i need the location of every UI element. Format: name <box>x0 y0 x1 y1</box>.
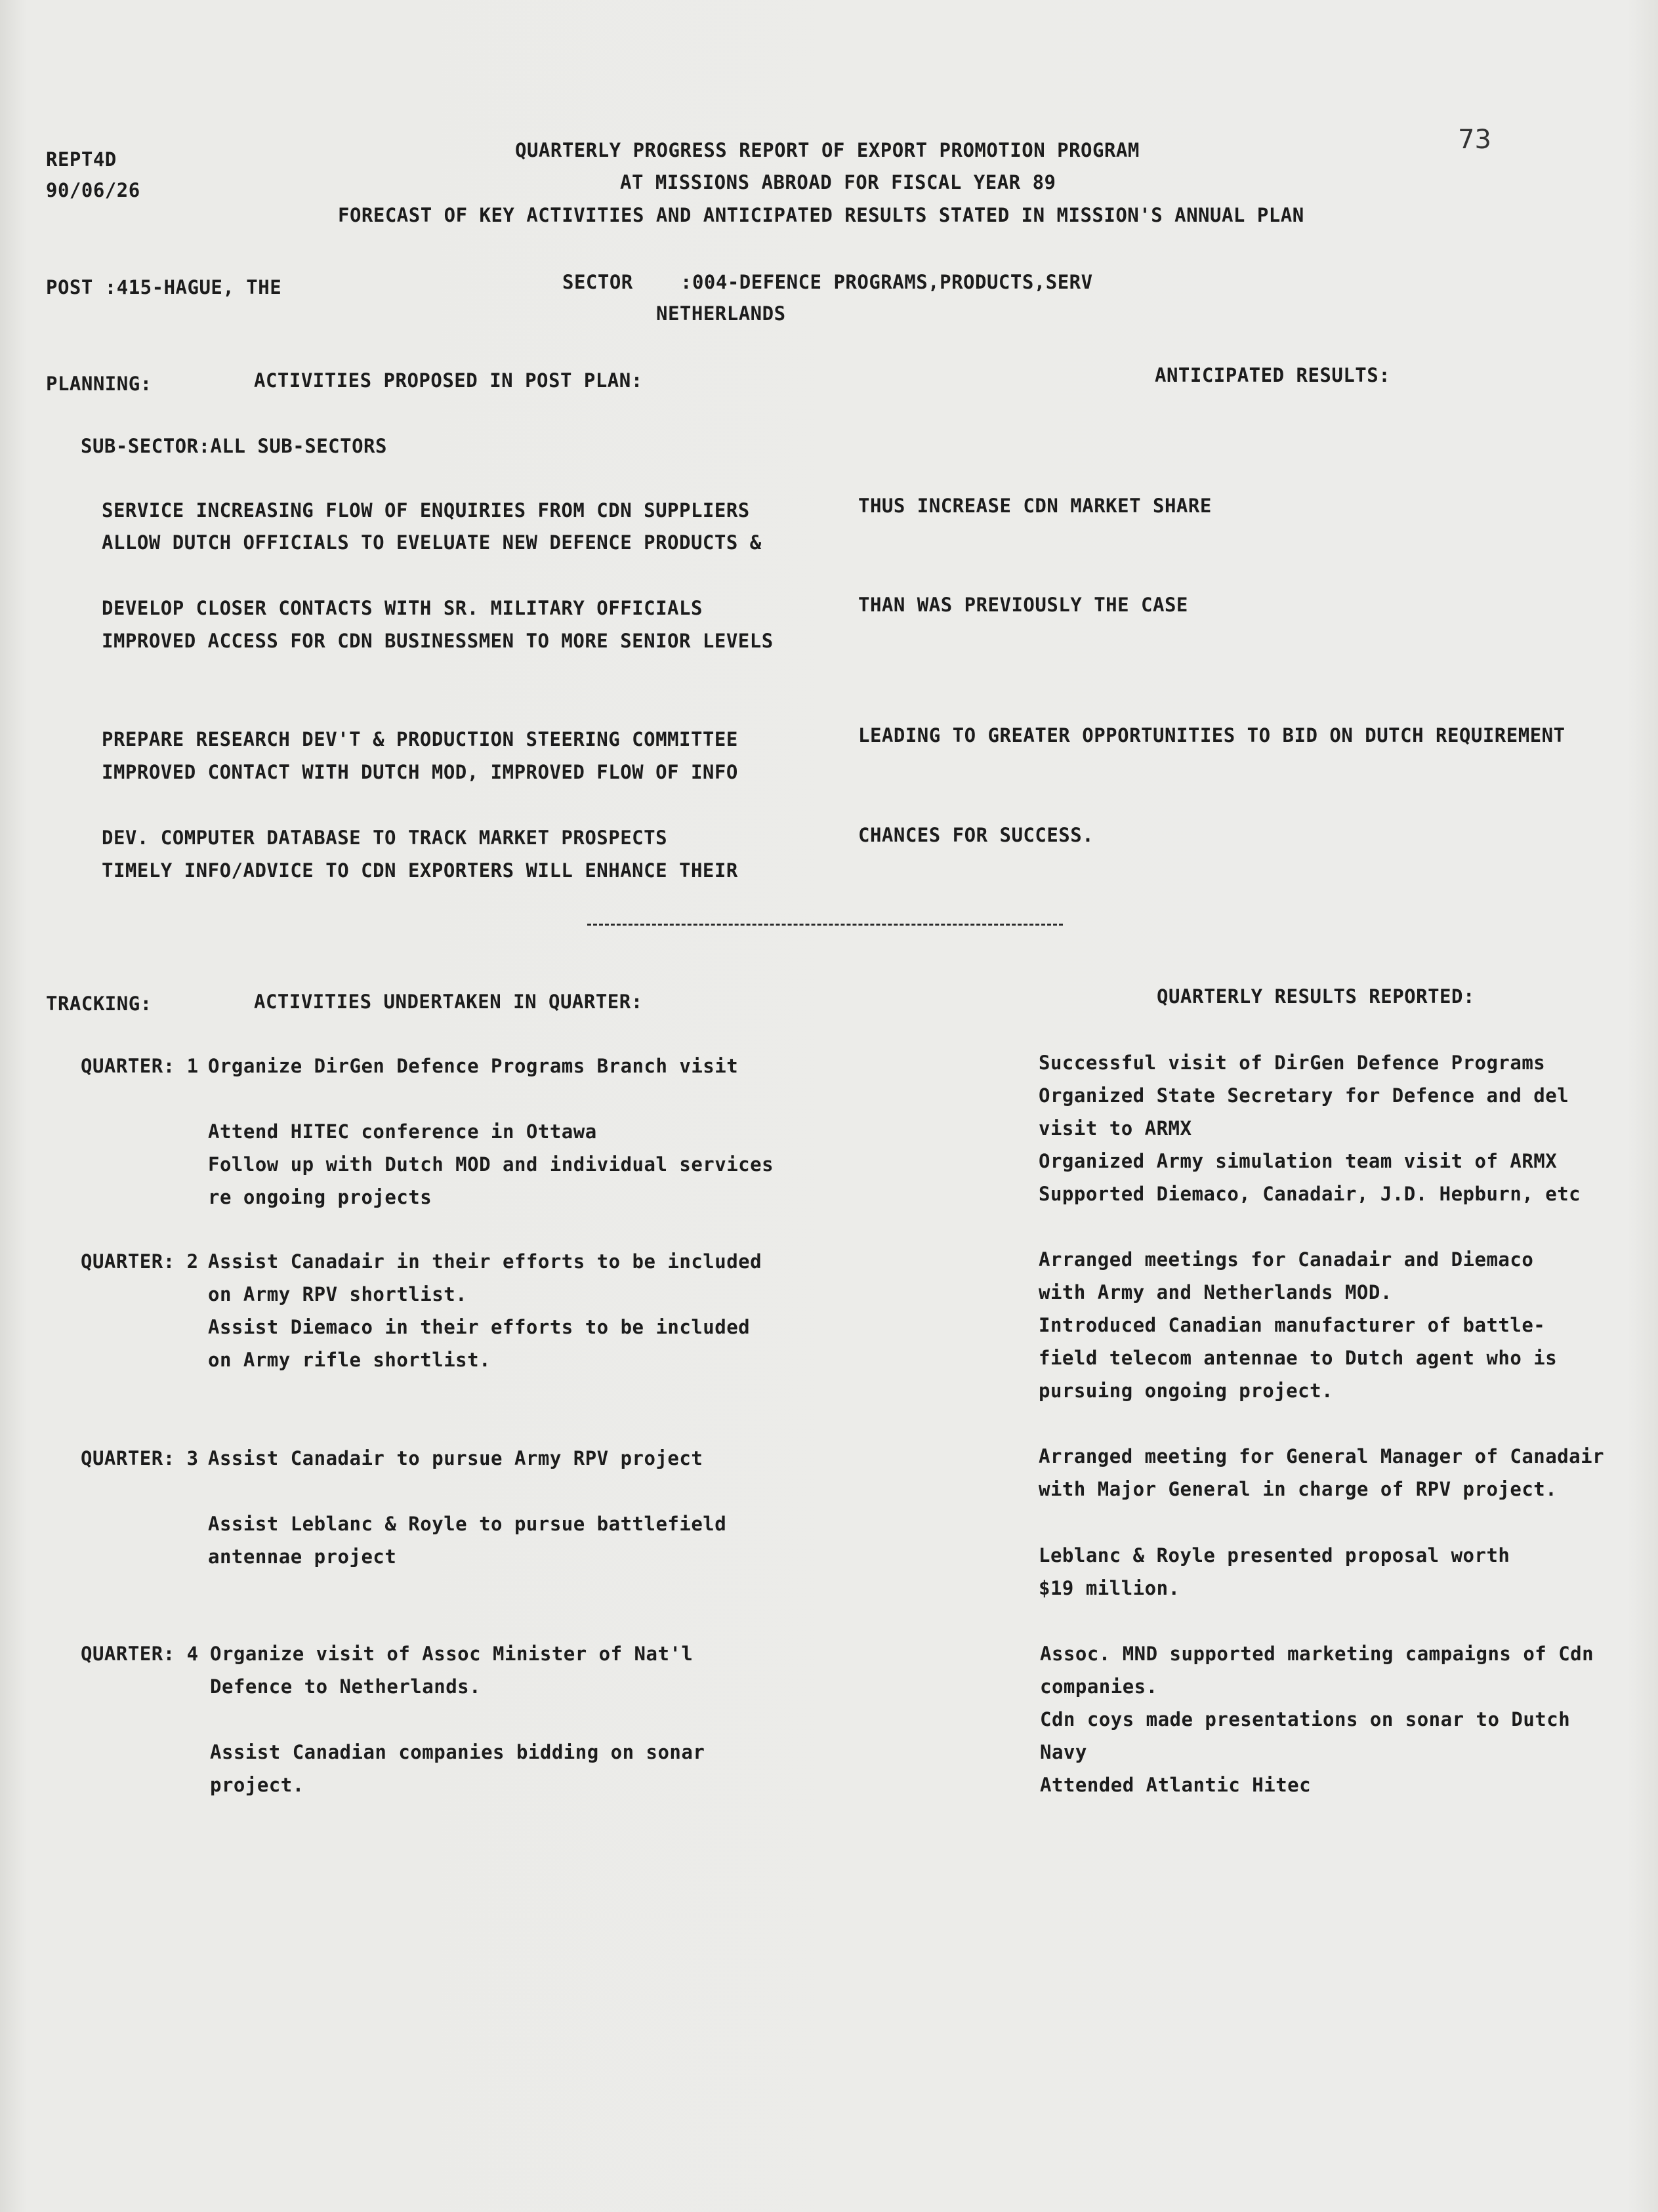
quarter-label: QUARTER: 2 <box>81 1250 199 1273</box>
title-line-3: FORECAST OF KEY ACTIVITIES AND ANTICIPATED RESULTS STATED IN MISSION'S ANNUAL PLAN <box>338 204 1304 226</box>
planning-item-line: ALLOW DUTCH OFFICIALS TO EVELUATE NEW DEFENCE PRODUCTS & <box>102 531 762 554</box>
quarter-result: Arranged meetings for Canadair and Diemaco <box>1039 1248 1534 1271</box>
planning-item-line: IMPROVED ACCESS FOR CDN BUSINESSMEN TO MORE SENIOR LEVELS <box>102 630 774 652</box>
quarter-result: Arranged meeting for General Manager of Canadair <box>1039 1445 1605 1467</box>
title-line-1: QUARTERLY PROGRESS REPORT OF EXPORT PROMOTION PROGRAM <box>515 139 1140 161</box>
planning-item-result: CHANCES FOR SUCCESS. <box>858 824 1094 846</box>
sector-label: SECTOR <box>562 271 633 293</box>
quarter-activity: Assist Canadair to pursue Army RPV project <box>208 1447 703 1469</box>
title-line-2: AT MISSIONS ABROAD FOR FISCAL YEAR 89 <box>620 171 1056 194</box>
quarter-activity: Defence to Netherlands. <box>210 1675 482 1698</box>
planning-item-result: THAN WAS PREVIOUSLY THE CASE <box>858 594 1188 616</box>
quarter-activity: Assist Canadian companies bidding on sonar <box>210 1741 705 1763</box>
quarter-label: QUARTER: 1 <box>81 1055 199 1077</box>
quarter-result: Supported Diemaco, Canadair, J.D. Hepburn, etc <box>1039 1183 1581 1205</box>
report-id: REPT4D <box>46 148 117 171</box>
quarter-activity: antennae project <box>208 1546 397 1568</box>
quarter-result: Attended Atlantic Hitec <box>1040 1774 1312 1796</box>
quarter-result: Leblanc & Royle presented proposal worth <box>1039 1544 1510 1567</box>
tracking-activities-heading: ACTIVITIES UNDERTAKEN IN QUARTER: <box>254 991 643 1013</box>
planning-item-line: SERVICE INCREASING FLOW OF ENQUIRIES FROM CDN SUPPLIERS <box>102 499 750 522</box>
sector-value-2: NETHERLANDS <box>656 302 786 325</box>
quarter-result: visit to ARMX <box>1039 1117 1192 1139</box>
page-number: 73 <box>1458 125 1491 155</box>
planning-results-heading: ANTICIPATED RESULTS: <box>1155 364 1391 386</box>
quarter-activity: Attend HITEC conference in Ottawa <box>208 1120 597 1143</box>
post-label: POST :415-HAGUE, THE <box>46 276 282 298</box>
quarter-activity: Assist Diemaco in their efforts to be included <box>208 1316 751 1338</box>
subsector-label: SUB-SECTOR:ALL SUB-SECTORS <box>81 435 387 457</box>
quarter-activity: on Army RPV shortlist. <box>208 1283 468 1305</box>
quarter-result: Introduced Canadian manufacturer of battle- <box>1039 1314 1546 1336</box>
report-date: 90/06/26 <box>46 179 140 201</box>
planning-item-line: IMPROVED CONTACT WITH DUTCH MOD, IMPROVED FLOW OF INFO <box>102 761 738 783</box>
quarter-result: Organized State Secretary for Defence and del <box>1039 1084 1569 1107</box>
quarter-result: $19 million. <box>1039 1577 1180 1599</box>
quarter-result: with Army and Netherlands MOD. <box>1039 1281 1392 1303</box>
planning-item-line: DEV. COMPUTER DATABASE TO TRACK MARKET PROSPECTS <box>102 827 668 849</box>
quarter-activity: Organize visit of Assoc Minister of Nat'l <box>210 1643 694 1665</box>
quarter-result: Organized Army simulation team visit of ARMX <box>1039 1150 1558 1172</box>
quarter-activity: Assist Canadair in their efforts to be included <box>208 1250 762 1273</box>
quarter-activity: Assist Leblanc & Royle to pursue battlefield <box>208 1513 727 1535</box>
planning-item-result: THUS INCREASE CDN MARKET SHARE <box>858 495 1212 517</box>
planning-label: PLANNING: <box>46 373 152 395</box>
quarter-activity: project. <box>210 1774 304 1796</box>
quarter-result: Cdn coys made presentations on sonar to Dutch <box>1040 1708 1571 1731</box>
planning-item-line: PREPARE RESEARCH DEV'T & PRODUCTION STEERING COMMITTEE <box>102 728 738 750</box>
quarter-label: QUARTER: 3 <box>81 1447 199 1469</box>
quarter-result: with Major General in charge of RPV project. <box>1039 1478 1558 1500</box>
quarter-result: Navy <box>1040 1741 1087 1763</box>
planning-activities-heading: ACTIVITIES PROPOSED IN POST PLAN: <box>254 369 643 392</box>
quarter-label: QUARTER: 4 <box>81 1643 199 1665</box>
planning-item-line: TIMELY INFO/ADVICE TO CDN EXPORTERS WILL ENHANCE THEIR <box>102 859 738 882</box>
quarter-activity: re ongoing projects <box>208 1186 432 1208</box>
sector-value: :004-DEFENCE PROGRAMS,PRODUCTS,SERV <box>680 271 1093 293</box>
section-divider <box>587 924 1063 926</box>
tracking-results-heading: QUARTERLY RESULTS REPORTED: <box>1157 985 1475 1008</box>
planning-item-line: DEVELOP CLOSER CONTACTS WITH SR. MILITARY OFFICIALS <box>102 597 703 619</box>
quarter-result: Successful visit of DirGen Defence Programs <box>1039 1052 1546 1074</box>
quarter-result: Assoc. MND supported marketing campaigns of Cdn <box>1040 1643 1594 1665</box>
quarter-activity: Follow up with Dutch MOD and individual services <box>208 1153 774 1176</box>
quarter-activity: Organize DirGen Defence Programs Branch visit <box>208 1055 739 1077</box>
quarter-result: companies. <box>1040 1675 1158 1698</box>
tracking-label: TRACKING: <box>46 993 152 1015</box>
quarter-result: field telecom antennae to Dutch agent who is <box>1039 1347 1558 1369</box>
quarter-result: pursuing ongoing project. <box>1039 1380 1333 1402</box>
planning-item-result: LEADING TO GREATER OPPORTUNITIES TO BID ON DUTCH REQUIREMENT <box>858 724 1565 747</box>
quarter-activity: on Army rifle shortlist. <box>208 1349 491 1371</box>
